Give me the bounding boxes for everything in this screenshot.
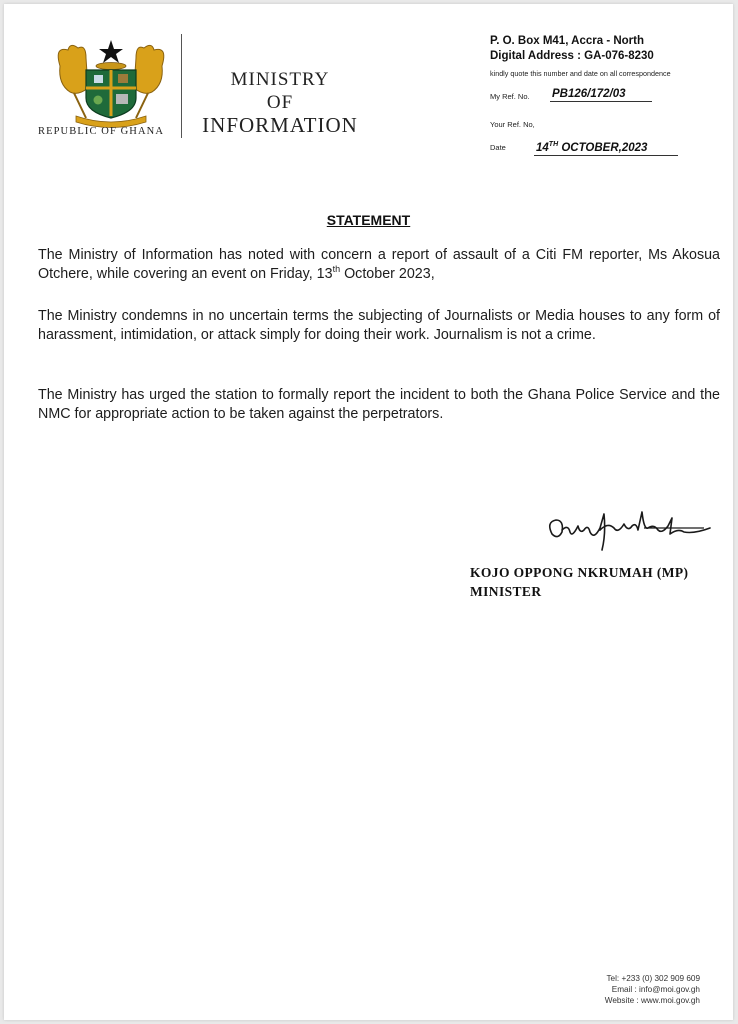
letterhead-divider — [181, 34, 182, 138]
contact-website: Website : www.moi.gov.gh — [604, 996, 700, 1005]
ministry-line-1: MINISTRY — [230, 69, 330, 90]
contact-email: Email : info@moi.gov.gh — [611, 985, 700, 994]
po-box: P. O. Box M41, Accra - North — [490, 35, 645, 47]
ministry-line-2: OF — [266, 92, 294, 113]
republic-label: REPUBLIC OF GHANA — [38, 126, 165, 137]
date-value: 14TH OCTOBER,2023 — [534, 138, 678, 156]
signature-icon — [544, 504, 714, 556]
contact-tel: Tel: +233 (0) 302 909 609 — [606, 974, 700, 983]
statement-paragraph-3: The Ministry has urged the station to formally report the incident to both the Ghana Police Service and the NMC for appropriate action to be taken against the perpetrators. — [38, 387, 720, 422]
date-label: Date — [490, 143, 506, 152]
quote-note: kindly quote this number and date on all correspondence — [490, 69, 671, 78]
my-ref-row — [490, 88, 626, 101]
contact-details — [564, 973, 700, 1006]
signatory-block — [470, 563, 730, 601]
ministry-line-3: INFORMATION — [202, 113, 358, 137]
date-row — [490, 141, 648, 154]
your-ref-row — [490, 120, 535, 129]
my-ref-label: My Ref. No. — [490, 92, 530, 101]
statement-title: STATEMENT — [326, 212, 411, 228]
digital-address: Digital Address : GA-076-8230 — [490, 50, 654, 62]
statement-paragraph-2: The Ministry condemns in no uncertain terms the subjecting of Journalists or Media houses to any form of harassment, intimidation, or attack simply for doing their work. Journalism is not a crime. — [38, 308, 720, 343]
your-ref-label: Your Ref. No, — [490, 120, 535, 129]
postal-address — [490, 34, 720, 64]
coat-of-arms-icon — [50, 36, 172, 128]
signatory-title: MINISTER — [470, 584, 542, 599]
statement-paragraph-1: The Ministry of Information has noted with concern a report of assault of a Citi FM reporter, Ms Akosua Otchere, while covering an event on Friday, 13th October 2023, — [38, 247, 720, 282]
ministry-name — [188, 68, 372, 137]
letter-page — [4, 4, 733, 1020]
signatory-name: KOJO OPPONG NKRUMAH (MP) — [470, 565, 689, 580]
my-ref-value: PB126/172/03 — [550, 88, 652, 102]
